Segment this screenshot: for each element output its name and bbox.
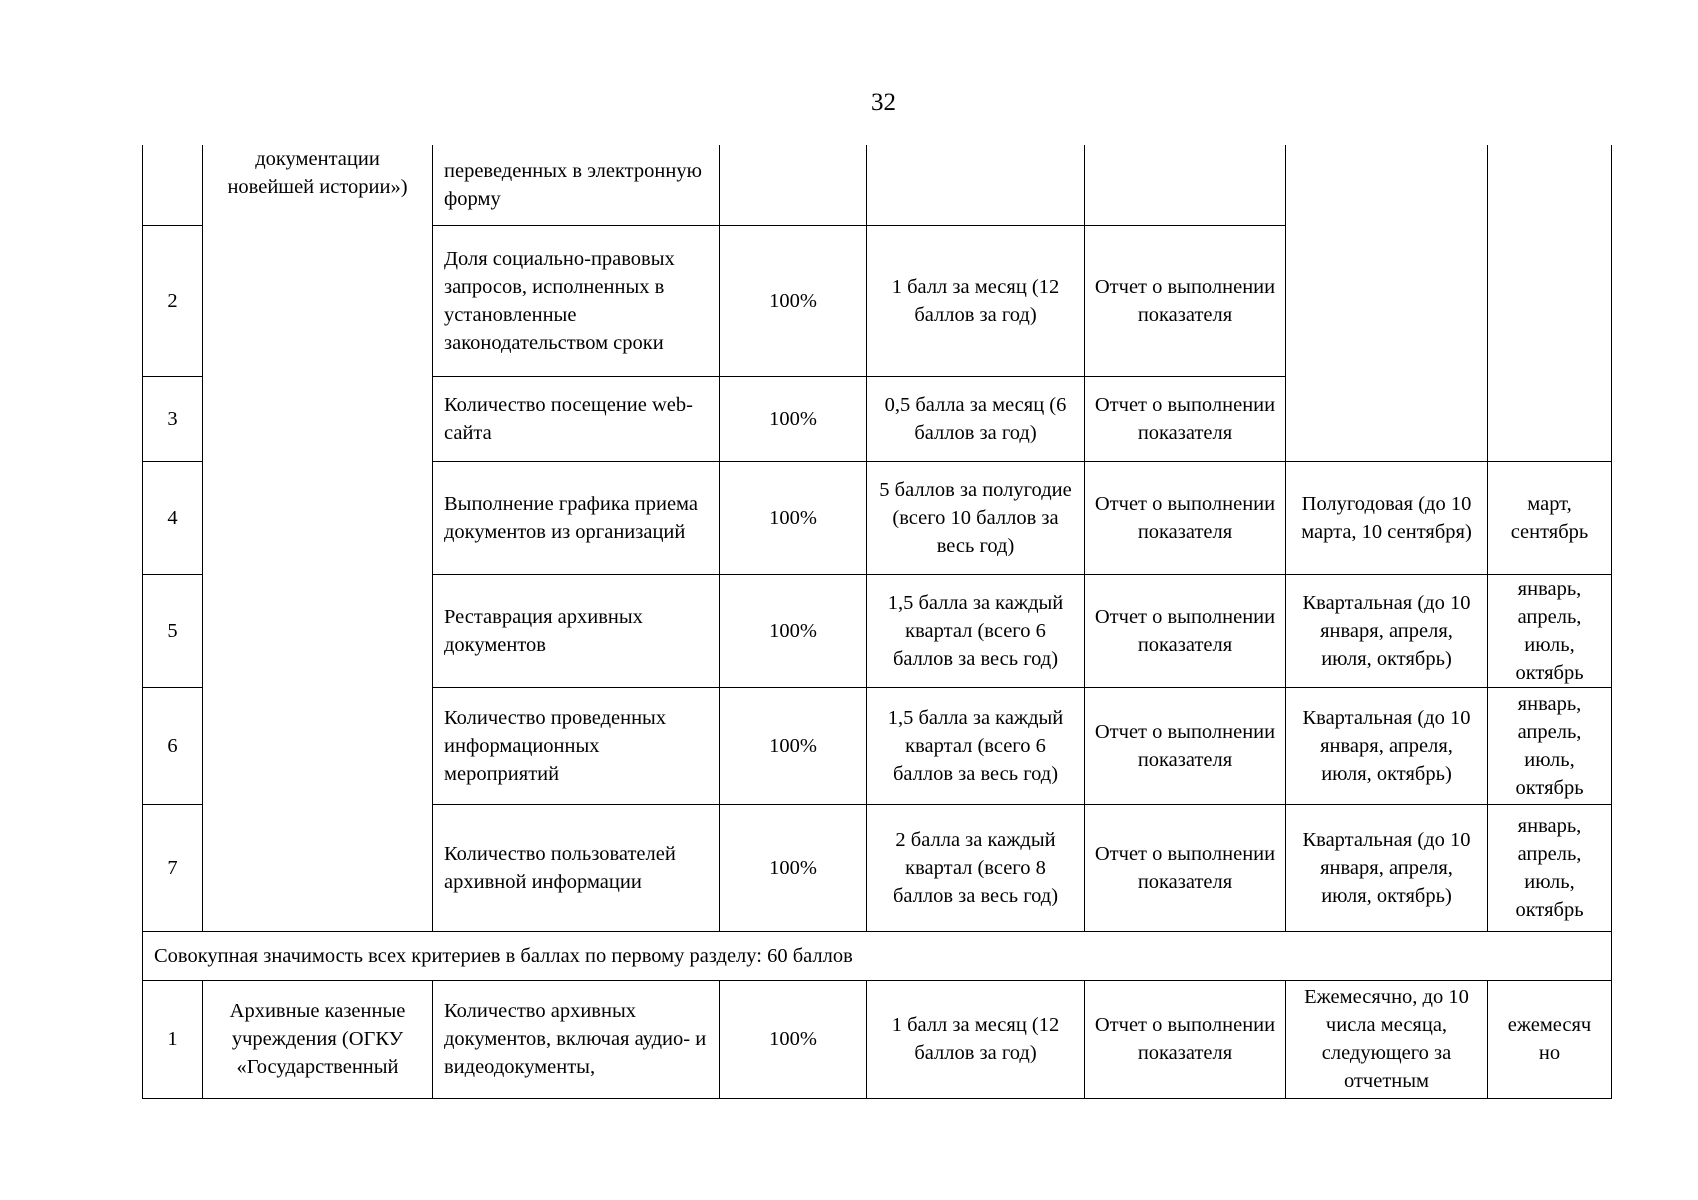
periodicity-cell: Ежемесячно, до 10 числа месяца, следующего за отчетным [1286,980,1488,1098]
target-cell: 100% [720,980,867,1098]
periodicity-cell: Квартальная (до 10 января, апреля, июля, октябрь) [1286,804,1488,931]
report-cell: Отчет о выполнении показателя [1085,574,1286,687]
org-cell: документации новейшей истории») [203,145,433,931]
target-cell: 100% [720,804,867,931]
points-cell: 2 балла за каждый квартал (всего 8 баллов за весь год) [867,804,1085,931]
num-cell [143,145,203,225]
periodicity-cell [1286,145,1488,461]
report-cell: Отчет о выполнении показателя [1085,804,1286,931]
summary-row [143,931,1612,980]
target-cell: 100% [720,574,867,687]
table-row [143,145,1612,225]
report-cell: Отчет о выполнении показателя [1085,687,1286,804]
criteria-table [142,145,1612,1099]
points-cell [867,145,1085,225]
table-row [143,980,1612,1098]
num-cell: 1 [143,980,203,1098]
target-cell: 100% [720,376,867,461]
target-cell: 100% [720,225,867,376]
report-cell: Отчет о выполнении показателя [1085,225,1286,376]
indicator-cell: Количество архивных документов, включая аудио- и видеодокументы, [433,980,720,1098]
indicator-cell: Количество пользователей архивной информации [433,804,720,931]
months-cell: март, сентябрь [1488,461,1612,574]
months-cell: январь, апрель, июль, октябрь [1488,574,1612,687]
months-cell: январь, апрель, июль, октябрь [1488,804,1612,931]
points-cell: 0,5 балла за месяц (6 баллов за год) [867,376,1085,461]
num-cell: 3 [143,376,203,461]
periodicity-cell: Квартальная (до 10 января, апреля, июля, октябрь) [1286,574,1488,687]
org-cell: Архивные казенные учреждения (ОГКУ «Государственный [203,980,433,1098]
num-cell: 6 [143,687,203,804]
page-number: 32 [871,89,896,116]
indicator-cell: Реставрация архивных документов [433,574,720,687]
num-cell: 4 [143,461,203,574]
indicator-cell: Доля социально-правовых запросов, исполненных в установленные законодательством сроки [433,225,720,376]
report-cell: Отчет о выполнении показателя [1085,376,1286,461]
indicator-cell: Количество проведенных информационных мероприятий [433,687,720,804]
target-cell: 100% [720,461,867,574]
points-cell: 1,5 балла за каждый квартал (всего 6 баллов за весь год) [867,574,1085,687]
points-cell: 1,5 балла за каждый квартал (всего 6 баллов за весь год) [867,687,1085,804]
summary-text: Совокупная значимость всех критериев в баллах по первому разделу: 60 баллов [143,931,1612,980]
periodicity-cell: Квартальная (до 10 января, апреля, июля, октябрь) [1286,687,1488,804]
points-cell: 1 балл за месяц (12 баллов за год) [867,980,1085,1098]
months-cell [1488,145,1612,461]
num-cell: 2 [143,225,203,376]
target-cell: 100% [720,687,867,804]
num-cell: 5 [143,574,203,687]
num-cell: 7 [143,804,203,931]
report-cell [1085,145,1286,225]
months-cell: январь, апрель, июль, октябрь [1488,687,1612,804]
points-cell: 5 баллов за полугодие (всего 10 баллов за весь год) [867,461,1085,574]
points-cell: 1 балл за месяц (12 баллов за год) [867,225,1085,376]
months-cell: ежемесяч но [1488,980,1612,1098]
indicator-cell: Количество посещение web-сайта [433,376,720,461]
report-cell: Отчет о выполнении показателя [1085,980,1286,1098]
report-cell: Отчет о выполнении показателя [1085,461,1286,574]
indicator-cell: переведенных в электронную форму [433,145,720,225]
indicator-cell: Выполнение графика приема документов из организаций [433,461,720,574]
target-cell [720,145,867,225]
periodicity-cell: Полугодовая (до 10 марта, 10 сентября) [1286,461,1488,574]
